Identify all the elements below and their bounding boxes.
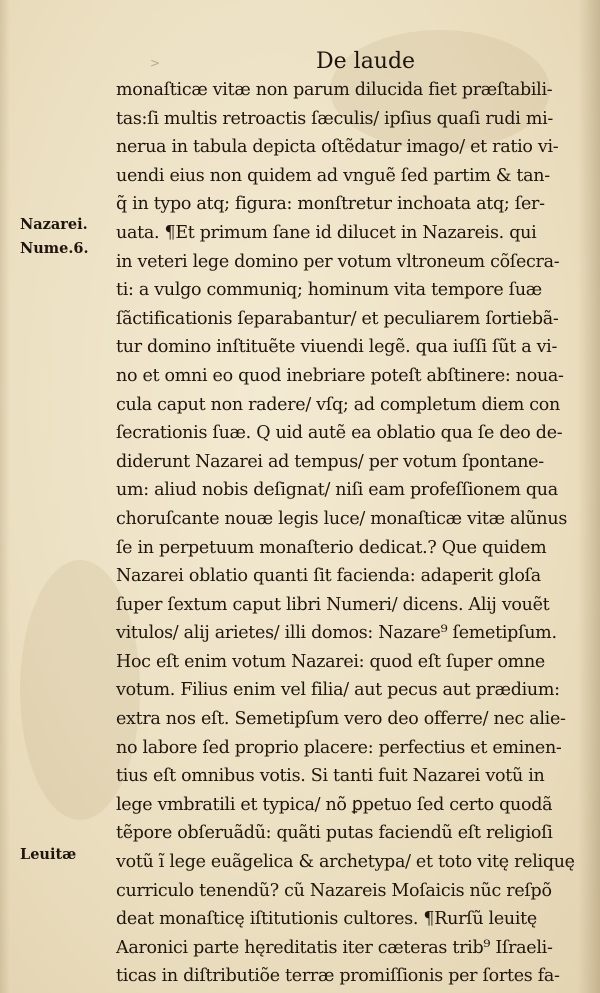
text-line: diderunt Nazarei ad tempus/ per votum ſpontane-: [116, 450, 544, 472]
text-line: cula caput non radere/ vſq; ad completum diem con: [116, 393, 560, 415]
text-line: ticas in diſtributiõe terræ promiſſionis per ſortes fa-: [116, 965, 560, 987]
text-line: monaſticæ vitæ non parum dilucida fiet præſtabili-: [116, 79, 553, 100]
text-line: ſãctificationis ſeparabantur/ et peculiarem ſortiebã-: [116, 307, 559, 329]
text-line: tur domino inſtituẽte viuendi legẽ. qua iuſſi ſũt a vi-: [116, 336, 558, 358]
text-line: tẽpore obſeruãdũ: quãti putas faciendũ eſt religioſi: [116, 822, 553, 844]
text-line: votum. Filius enim vel filia/ aut pecus aut prædium:: [116, 679, 560, 701]
text-line: uata. ¶Et primum ſane id dilucet in Nazareis. qui: [116, 221, 537, 243]
text-line: choruſcante nouæ legis luce/ monaſticæ vitæ alũnus: [116, 507, 568, 529]
text-line: ti: a vulgo communiq; hominum vita tempore ſuæ: [116, 279, 542, 301]
text-line: votũ ĩ lege euãgelica & archetypa/ et toto vitę reliquę: [116, 851, 575, 873]
running-head: De laude: [316, 49, 416, 74]
margin-note-leuitae: Leuitæ: [20, 846, 77, 863]
page-edge-shadow-left: [0, 0, 10, 993]
text-line: Hoc eſt enim votum Nazarei: quod eſt ſuper omne: [116, 650, 545, 672]
text-line: curriculo tenendũ? cũ Nazareis Moſaicis nũc reſpõ: [116, 879, 552, 901]
text-line: ſe in perpetuum monaſterio dedicat.? Que quidem: [116, 536, 547, 558]
text-line: Nazarei oblatio quanti ſit facienda: adaperit gloſa: [116, 565, 541, 587]
text-line: ſuper ſextum caput libri Numeri/ dicens. Alij vouẽt: [116, 593, 550, 615]
text-line: Aaronici parte hęreditatis iter cæteras trib⁹ Iſraeli-: [116, 936, 553, 958]
text-line: lege vmbratili et typica/ nõ ꝑpetuo ſed certo quodã: [116, 793, 553, 815]
text-line: q̃ in typo atq; figura: monſtretur inchoata atq; ſer-: [116, 193, 545, 215]
text-line: no et omni eo quod inebriare poteſt abſtinere: noua-: [116, 364, 564, 386]
text-line: extra nos eſt. Semetipſum vero deo offerre/ nec alie-: [116, 708, 566, 730]
main-text-block: [116, 76, 600, 991]
text-line: in veteri lege domino per votum vltroneum cõſecra-: [116, 250, 560, 272]
text-line: deat monaſticę iſtitutionis cultores. ¶Rurſũ leuitę: [116, 908, 537, 930]
bleed-through-mark: >: [150, 56, 161, 70]
text-line: tius eſt omnibus votis. Si tanti fuit Nazarei votũ in: [116, 765, 545, 787]
text-line: ſecrationis ſuæ. Q uid autẽ ea oblatio qua ſe deo de-: [116, 422, 563, 444]
text-line: tas:ſi multis retroactis ſæculis/ ipſius quaſi rudi mi-: [116, 107, 554, 129]
text-line: no labore ſed proprio placere: perfectius et eminen-: [116, 736, 562, 758]
text-line: uendi eius non quidem ad vnguẽ ſed partim & tan-: [116, 164, 550, 186]
margin-note-nazarei: Nazarei.: [20, 216, 88, 233]
text-line: nerua in tabula depicta oſtẽdatur imago/ et ratio vi-: [116, 136, 559, 158]
text-line: um: aliud nobis deſignat/ niſi eam profeſſionem qua: [116, 479, 558, 501]
margin-note-nume: Nume.6.: [20, 240, 89, 257]
text-line: vitulos/ alij arietes/ illi domos: Nazare⁹ ſemetipſum.: [116, 622, 557, 644]
